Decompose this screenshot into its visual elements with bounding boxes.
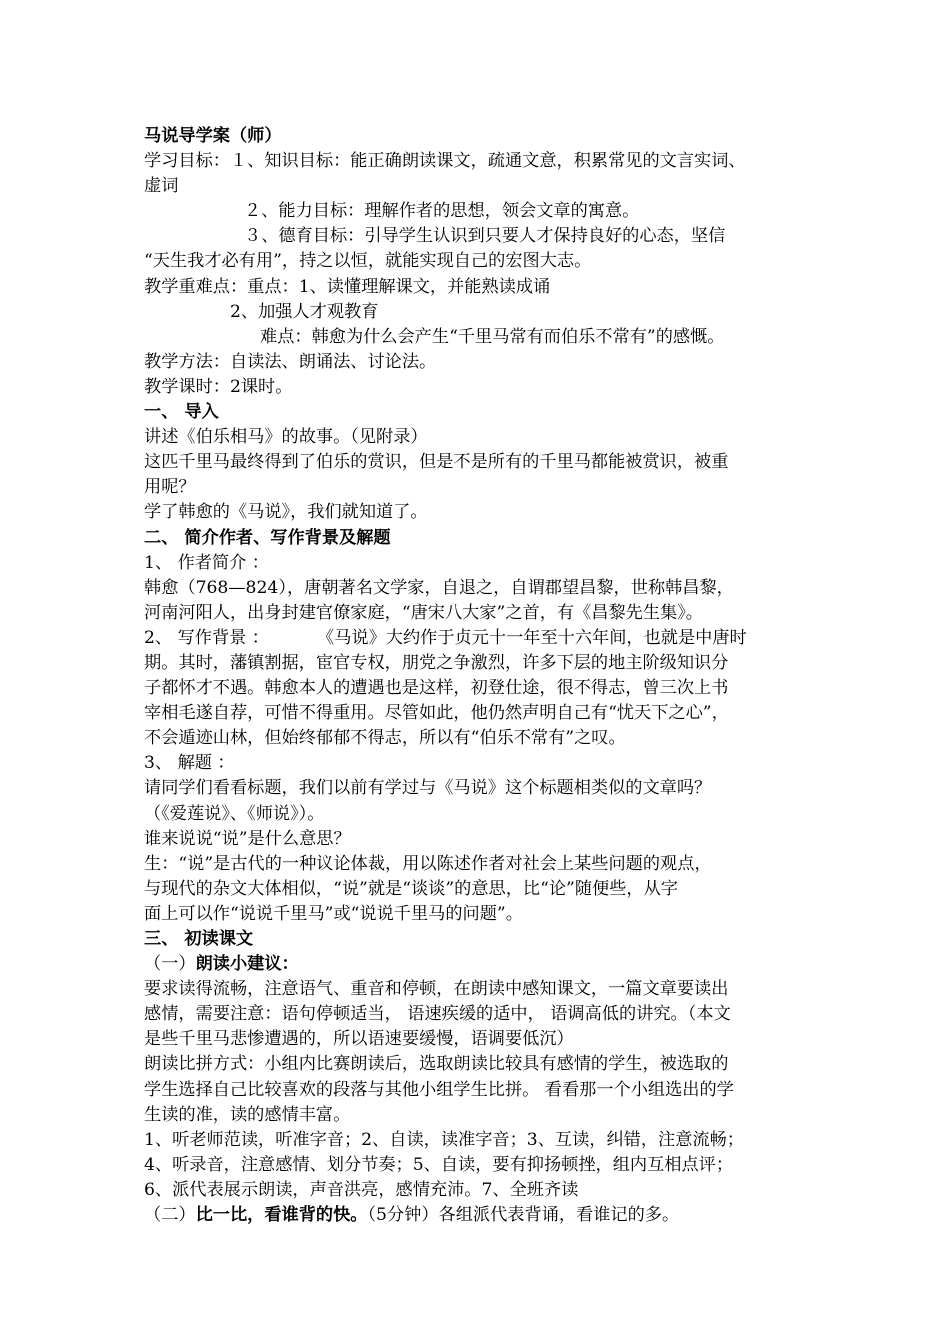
paragraph: 与现代的杂文大体相似，“说”就是“谈谈”的意思，比“论”随便些，从字	[144, 878, 678, 899]
paragraph: 感情，需要注意：语句停顿适当， 语速疾缓的适中， 语调高低的讲究。（本文	[144, 1004, 731, 1025]
paragraph: 宰相毛遂自荐，可惜不得重用。尽管如此，他仍然声明自己有“忧天下之心”，	[144, 703, 729, 724]
steps-line: 6、派代表展示朗读，声音洪亮，感情充沛。7、全班齐读	[144, 1179, 579, 1200]
paragraph: 韩愈（768—824），唐朝著名文学家，自退之，自谓郡望昌黎，世称韩昌黎，	[144, 577, 734, 598]
key-points-line-2: 2、加强人才观教育	[230, 301, 379, 322]
steps-line: 1、听老师范读，听准字音；2、自读，读准字音；3、互读，纠错，注意流畅；	[144, 1129, 744, 1150]
section-3-heading: 三、 初读课文	[144, 929, 254, 949]
subheading-bold: 比一比，看谁背的快。	[195, 1205, 368, 1226]
paragraph: 要求读得流畅，注意语气、重音和停顿，在朗读中感知课文，一篇文章要读出	[144, 979, 729, 1000]
subheading-title-explain: 3、 解题 ：	[144, 753, 235, 774]
paragraph: 学生选择自己比较喜欢的段落与其他小组学生比拼。 看看那一个小组选出的学	[144, 1079, 734, 1100]
objective-moral-cont: “天生我才必有用”，持之以恒，就能实现自己的宏图大志。	[144, 251, 592, 272]
paragraph: 谁来说说“说”是什么意思？	[144, 828, 351, 849]
document-page	[144, 124, 824, 1228]
subheading-rest: （5分钟）各组派代表背诵，看谁记的多。	[367, 1205, 680, 1226]
paragraph: 用呢？	[144, 477, 196, 498]
subheading-prefix: （二）	[144, 1205, 196, 1226]
paragraph-text: 《马说》大约作于贞元十一年至十六年间，也就是中唐时	[317, 627, 747, 648]
paragraph: 讲述《伯乐相马》的故事。（见附录）	[144, 427, 428, 448]
paragraph: 生：“说”是古代的一种议论体裁，用以陈述作者对社会上某些问题的观点，	[144, 853, 712, 874]
paragraph: 面上可以作“说说千里马”或“说说千里马的问题”。	[144, 903, 523, 924]
section-1-heading: 一、 导入	[144, 402, 219, 423]
paragraph: 子都怀才不遇。韩愈本人的遭遇也是这样，初登仕途，很不得志，曾三次上书	[144, 678, 729, 699]
subheading-reading-tips	[144, 952, 824, 977]
difficulty-line: 难点：韩愈为什么会产生“千里马常有而伯乐不常有”的感慨。	[260, 326, 725, 347]
subheading-prefix: （一）	[144, 954, 196, 975]
paragraph: 期。其时，藩镇割据，宦官专权，朋党之争激烈，许多下层的地主阶级知识分	[144, 652, 729, 673]
paragraph: 学了韩愈的《马说》，我们就知道了。	[144, 502, 428, 523]
background-line	[144, 626, 824, 651]
paragraph: 朗读比拼方式：小组内比赛朗读后，选取朗读比较具有感情的学生，被选取的	[144, 1054, 729, 1075]
objective-moral: ３、德育目标：引导学生认识到只要人才保持良好的心态，坚信	[244, 226, 726, 247]
paragraph: 不会遁迹山林，但始终郁郁不得志，所以有“伯乐不常有”之叹。	[144, 728, 626, 749]
doc-title: 马说导学案（师）	[144, 126, 282, 146]
paragraph: 河南河阳人，出身封建官僚家庭，“唐宋八大家”之首，有《昌黎先生集》。	[144, 602, 703, 623]
subheading-author: 1、 作者简介 ：	[144, 552, 269, 573]
steps-line: 4、听录音，注意感情、划分节奏；5、自读，要有抑扬顿挫，组内互相点评；	[144, 1154, 734, 1175]
paragraph: 请同学们看看标题，我们以前有学过与《马说》这个标题相类似的文章吗？	[144, 778, 712, 799]
subheading-bold: 朗读小建议：	[195, 954, 299, 975]
paragraph: 是些千里马悲惨遭遇的，所以语速要缓慢，语调要低沉）	[144, 1029, 574, 1050]
teaching-hours: 教学课时：2课时。	[144, 376, 293, 397]
teaching-method: 教学方法：自读法、朗诵法、讨论法。	[144, 351, 437, 372]
objective-ability: ２、能力目标：理解作者的思想，领会文章的寓意。	[244, 201, 640, 222]
objectives-line-2: 虚词	[144, 176, 179, 197]
subheading-recite	[144, 1203, 824, 1228]
objectives-line-1: 学习目标：１、知识目标：能正确朗读课文，疏通文意，积累常见的文言实词、	[144, 151, 746, 172]
key-points-line-1: 教学重难点：重点：1、读懂理解课文，并能熟读成诵	[144, 276, 551, 297]
subheading-background: 2、 写作背景 ：	[144, 627, 269, 648]
section-2-heading: 二、 简介作者、写作背景及解题	[144, 527, 391, 548]
paragraph: （《爱莲说》、《师说》）。	[144, 803, 325, 824]
paragraph: 这匹千里马最终得到了伯乐的赏识，但是不是所有的千里马都能被赏识，被重	[144, 452, 729, 473]
paragraph: 生读的准，读的感情丰富。	[144, 1104, 351, 1125]
